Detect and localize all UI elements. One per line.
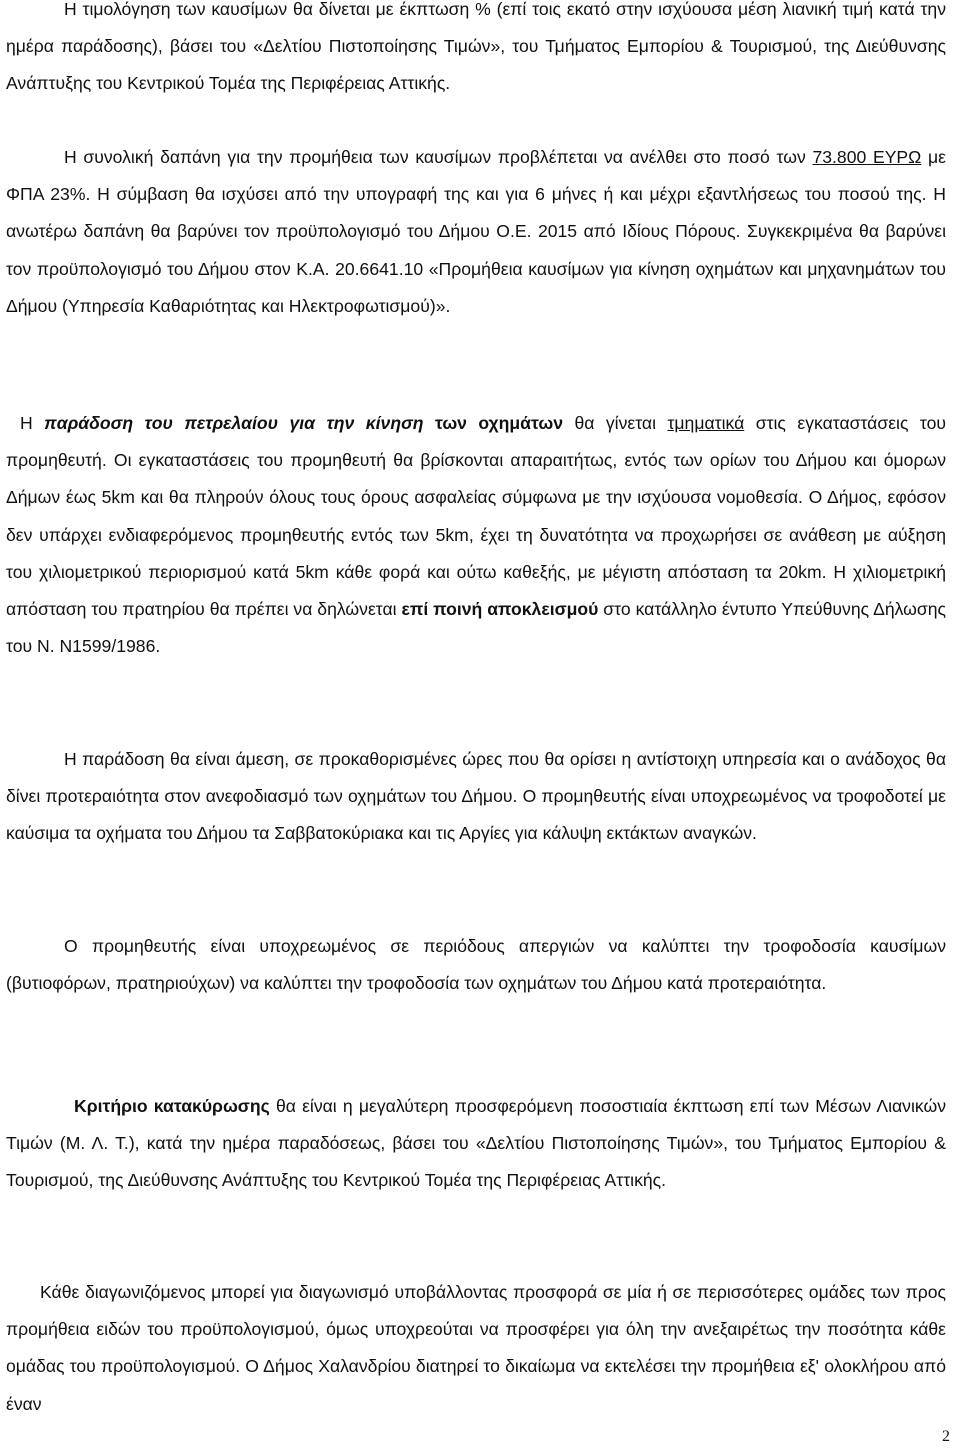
delivery-text-c: στις εγκαταστάσεις του προμηθευτή. Οι εγκαταστάσεις του προμηθευτή θα βρίσκονται απαραιτήτως, εντός των ορίων του Δήμου και όμορων Δήμων έως 5km και θα πληρούν όλους τους όρους ασφαλείας σύμφωνα με την ισχύουσα νομοθεσία. Ο Δήμος, εφόσον δεν υπάρχει ενδιαφερόμενος προμηθευτής εντός των 5km, έχει τη δυνατότητα να προχωρήσει σε ανάθεση με αύξηση του χιλιομετρικού περιορισμού κατά 5km κάθε φορά και ούτω καθεξής, με μέγιστη απόσταση τα 20km. Η χιλιομετρική απόσταση του πρατηρίου θα πρέπει να δηλώνεται	[6, 413, 947, 620]
budget-amount: 73.800 ΕΥΡΩ	[812, 147, 922, 167]
strikes-text: Ο προμηθευτής είναι υποχρεωμένος σε περιόδους απεργιών να καλύπτει την τροφοδοσία καυσίμων (βυτιοφόρων, πρατηριούχων) να καλύπτει την τροφοδοσία των οχημάτων του Δήμου κατά προτεραιότητα.	[6, 936, 946, 994]
paragraph-bidders	[6, 1274, 946, 1423]
paragraph-pricing-text: Η τιμολόγηση των καυσίμων θα δίνεται με έκπτωση % (επί τοις εκατό στην ισχύουσα μέση λιανική τιμή κατά την ημέρα παράδοσης), βάσει του «Δελτίου Πιστοποίησης Τιμών», του Τμήματος Εμπορίου & Τουρισμού, της Διεύθυνσης Ανάπτυξης του Κεντρικού Τομέα της Περιφέρειας Αττικής.	[6, 0, 946, 94]
paragraph-pricing	[6, 0, 946, 103]
delivery-bold-italic: παράδοση του πετρελαίου για την κίνηση	[44, 413, 424, 433]
budget-text-a: Η συνολική δαπάνη για την προμήθεια των καυσίμων προβλέπεται να ανέλθει στο ποσό των	[64, 147, 813, 167]
award-criterion-bold: Κριτήριο κατακύρωσης	[74, 1096, 270, 1116]
budget-text-b: με ΦΠΑ 23%. Η σύμβαση θα ισχύσει από την υπογραφή της και για 6 μήνες ή και μέχρι εξαντλήσεως του ποσού της. Η ανωτέρω δαπάνη θα βαρύνει τον προϋπολογισμό του Δήμου Ο.Ε. 2015 από Ιδίους Πόρους. Συγκεκριμένα θα βαρύνει τον προϋπολογισμό του Δήμου στον Κ.Α. 20.6641.10 «Προμήθεια καυσίμων για κίνηση οχημάτων και μηχανημάτων του Δήμου (Υπηρεσία Καθαριότητας και Ηλεκτροφωτισμού)».	[6, 147, 946, 316]
paragraph-budget	[6, 139, 946, 325]
bidders-text: Κάθε διαγωνιζόμενος μπορεί για διαγωνισμό υποβάλλοντας προσφορά σε μία ή σε περισσότερες ομάδες των προς προμήθεια ειδών του προϋπολογισμού, όμως υποχρεούται να προσφέρει για όλη την ανεξαιρέτως την ποσότητα κάθε ομάδας του προϋπολογισμού. Ο Δήμος Χαλανδρίου διατηρεί το δικαίωμα να εκτελέσει την προμήθεια εξ' ολοκλήρου από έναν	[6, 1282, 946, 1414]
award-criterion-text: θα είναι η μεγαλύτερη προσφερόμενη ποσοστιαία έκπτωση επί των Μέσων Λιανικών Τιμών (Μ. Λ. Τ.), κατά την ημέρα παραδόσεως, βάσει του «Δελτίου Πιστοποίησης Τιμών», του Τμήματος Εμπορίου & Τουρισμού, της Διεύθυνσης Ανάπτυξης του Κεντρικού Τομέα της Περιφέρειας Αττικής.	[6, 1096, 946, 1191]
paragraph-strikes	[6, 928, 946, 1002]
page-number: 2	[942, 1428, 950, 1445]
paragraph-award-criterion	[6, 1088, 946, 1200]
delivery-text-d: στο κατάλληλο έντυπο Υπεύθυνης Δήλωσης του Ν. Ν1599/1986.	[6, 599, 946, 657]
delivery-text-a: Η	[20, 413, 45, 433]
paragraph-immediate-delivery	[6, 741, 946, 853]
paragraph-delivery	[6, 405, 946, 665]
delivery-bold: των οχημάτων	[423, 413, 563, 433]
delivery-bold-exclusion: επί ποινή αποκλεισμού	[401, 599, 599, 620]
delivery-underlined: τμηματικά	[667, 413, 745, 433]
delivery-text-b: θα γίνεται	[563, 413, 668, 433]
immediate-delivery-text: Η παράδοση θα είναι άμεση, σε προκαθορισμένες ώρες που θα ορίσει η αντίστοιχη υπηρεσία και ο ανάδοχος θα δίνει προτεραιότητα στον ανεφοδιασμό των οχημάτων του Δήμου. Ο προμηθευτής είναι υποχρεωμένος να τροφοδοτεί με καύσιμα τα οχήματα του Δήμου τα Σαββατοκύριακα και τις Αργίες για κάλυψη εκτάκτων αναγκών.	[6, 749, 946, 844]
